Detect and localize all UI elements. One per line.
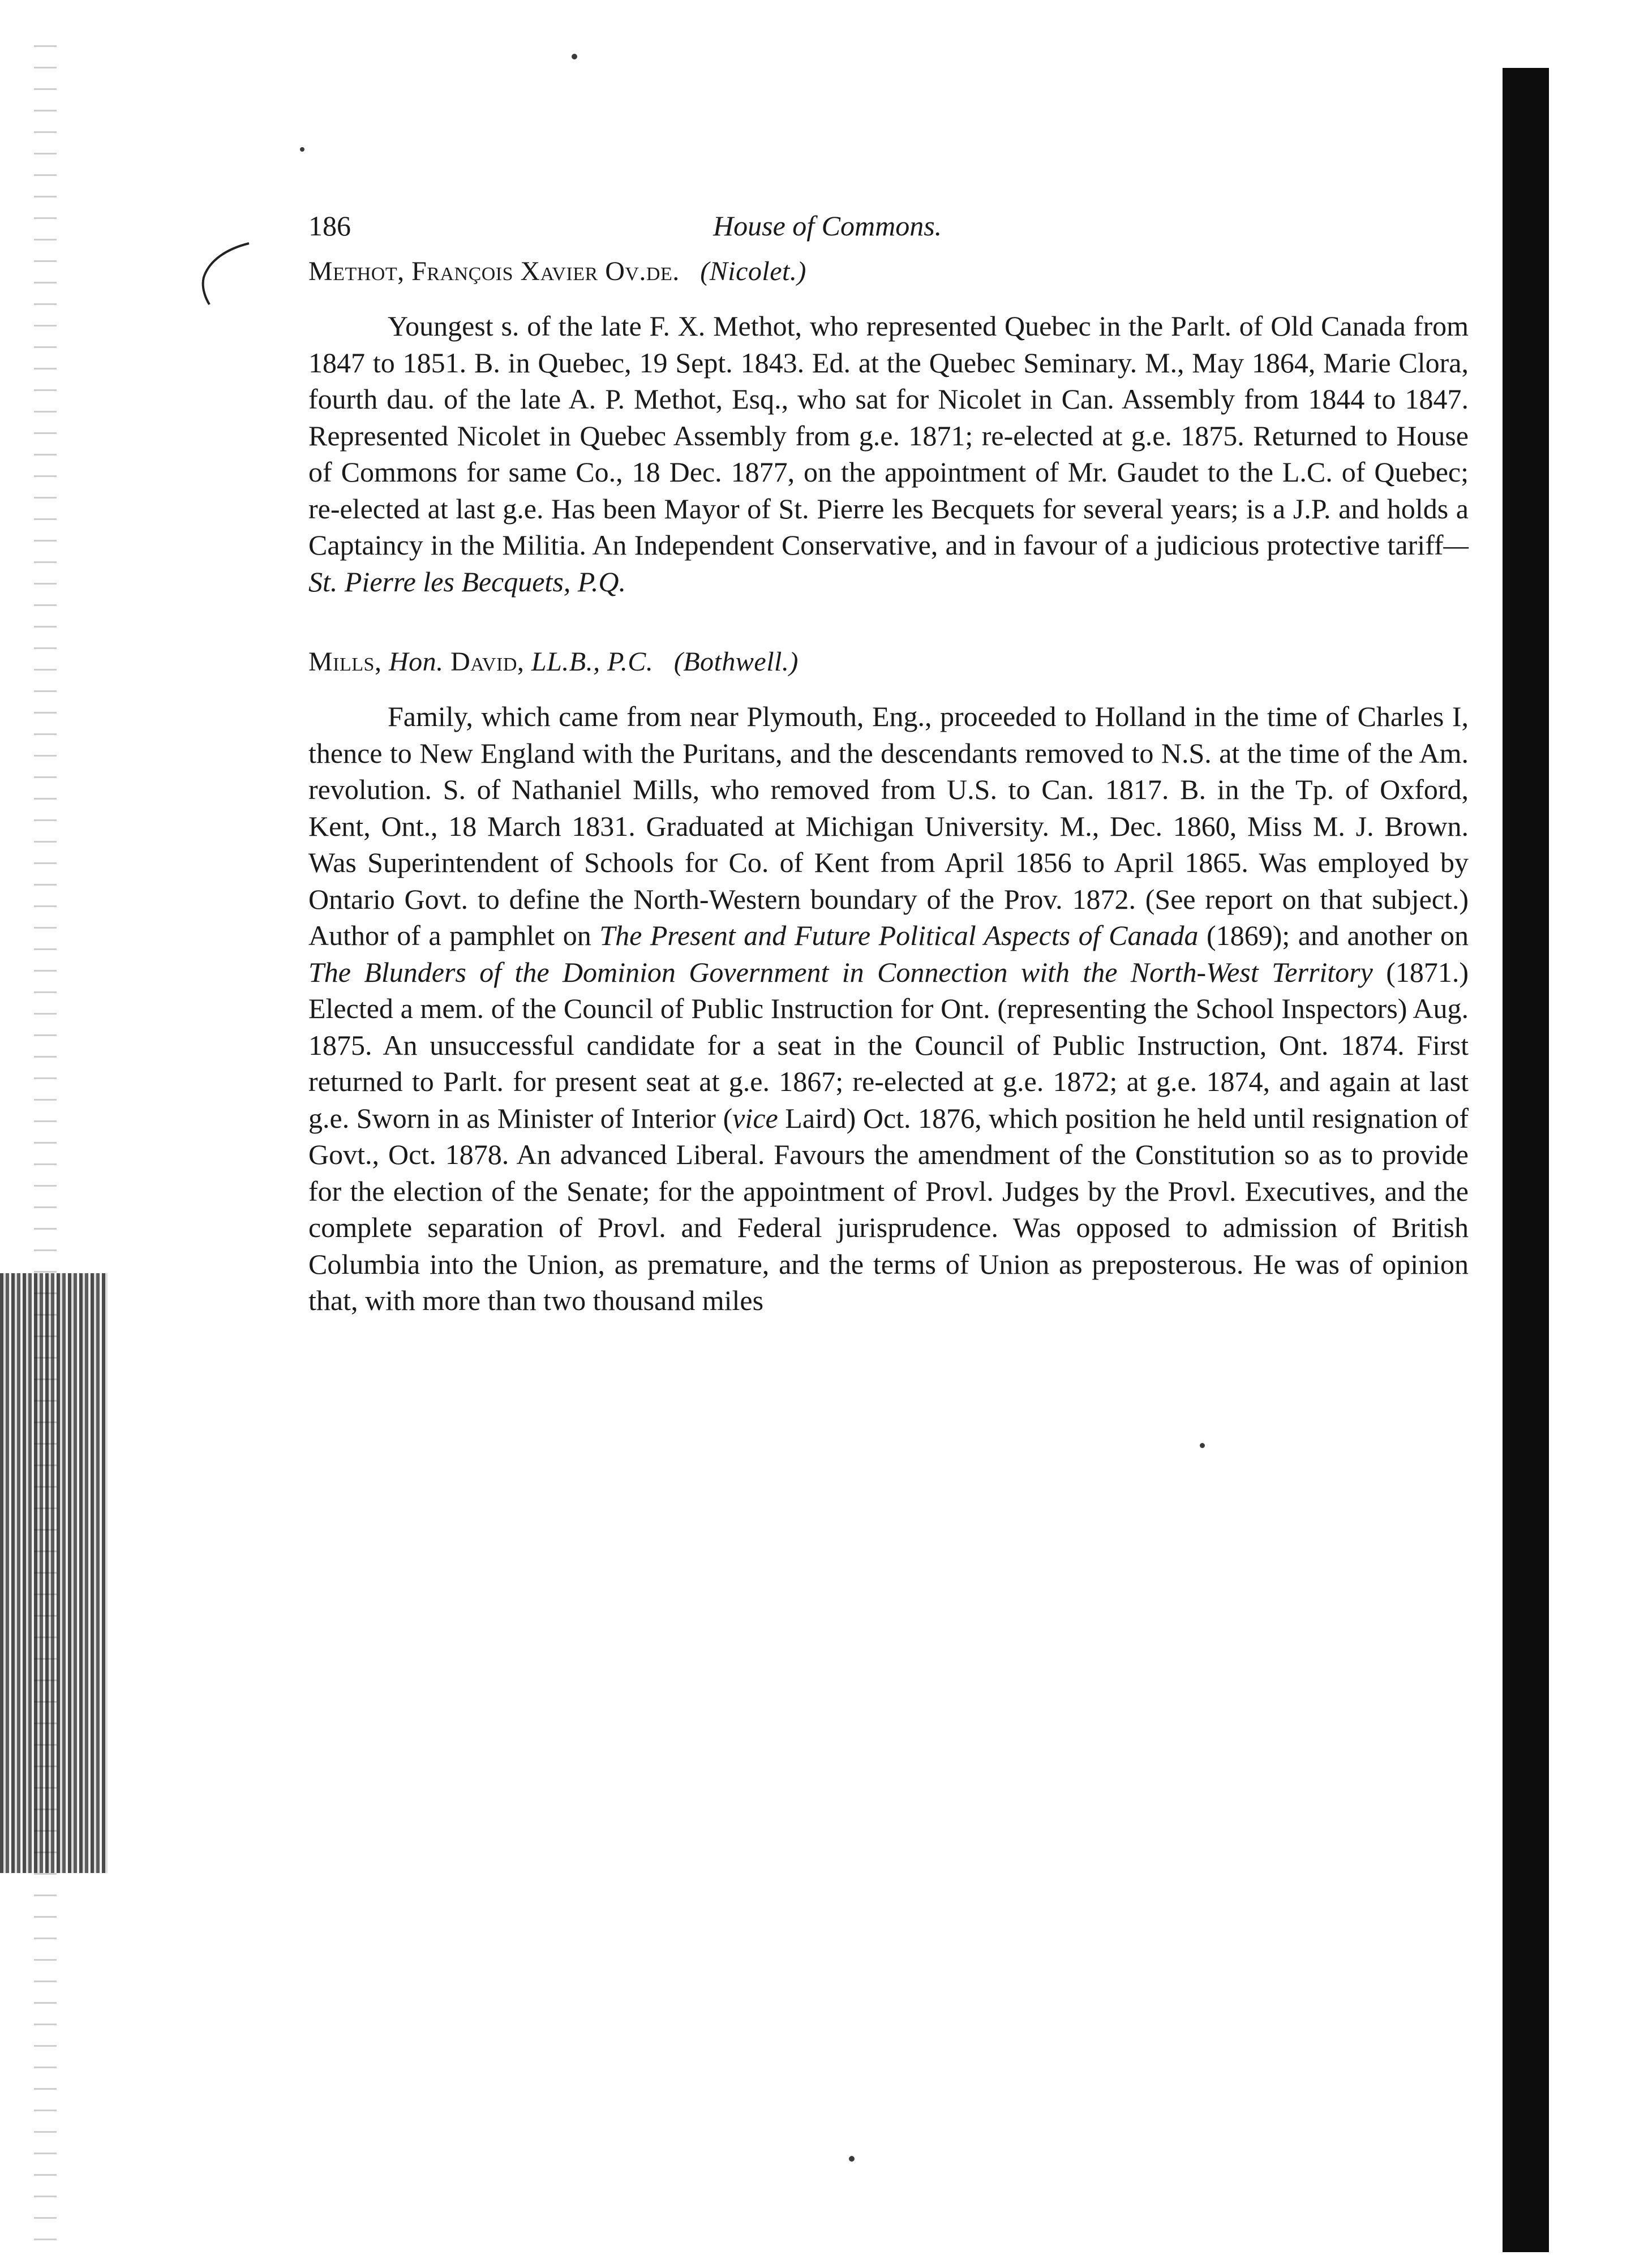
entry-title: Hon. <box>388 647 444 677</box>
entry-given-names: François Xavier Ov.de. <box>411 256 680 286</box>
margin-pencil-mark <box>192 238 255 306</box>
entry-heading-mills <box>308 639 1469 685</box>
entry-body-text: Laird) Oct. 1876, which position he held until resignation of Govt., Oct. 1878. An advanced Liberal. Favours the amendment of the Constitution so as to provide for the election of the Senate; for the appointment of Provl. Judges by the Provl. Executives, and the complete separation of Provl. and Federal jurisprudence. Was opposed to admission of British Columbia into the Union, as premature, and the terms of Union as preposterous. He was of opinion that, with more than two thousand miles <box>308 1102 1469 1316</box>
entry-riding: (Nicolet.) <box>700 256 806 286</box>
entry-body-text: (1869); and another on <box>1198 920 1469 951</box>
entry-heading-methot <box>308 249 1469 294</box>
running-title: House of Commons. <box>713 210 942 242</box>
scan-speck <box>1200 1443 1205 1448</box>
work-title: The Blunders of the Dominion Government in Connection with the North-West Territory <box>308 956 1373 988</box>
scan-speck <box>849 2156 855 2162</box>
entry-separator <box>308 600 1469 639</box>
scan-speck <box>572 54 577 59</box>
entry-body-mills <box>308 698 1469 1319</box>
entry-body-methot <box>308 308 1469 600</box>
entry-address: —St. Pierre les Becquets, P.Q. <box>308 529 1469 598</box>
page-number: 186 <box>308 210 351 242</box>
scan-border-right <box>1503 68 1549 2252</box>
entry-surname: Methot, <box>308 256 405 286</box>
entry-riding: (Bothwell.) <box>673 647 799 677</box>
latin-term: vice <box>732 1102 778 1134</box>
scan-speck <box>300 147 304 152</box>
running-head <box>308 198 1469 249</box>
page-content <box>308 198 1469 1319</box>
entry-body-text: Family, which came from near Plymouth, Eng., proceeded to Holland in the time of Charles I, thence to New England with the Puritans, and the descendants removed to N.S. at the time of the Am. revolution. S. of Nathaniel Mills, who removed from U.S. to Can. 1817. B. in the Tp. of Oxford, Kent, Ont., 18 March 1831. Graduated at Michigan University. M., Dec. 1860, Miss M. J. Brown. Was Superintendent of Schools for Co. of Kent from April 1856 to April 1865. Was employed by Ontario Govt. to define the North-Western boundary of the Prov. 1872. (See report on that subject.) Author of a pamphlet on <box>308 701 1469 951</box>
work-title: The Present and Future Political Aspects of Canada <box>599 920 1199 951</box>
entry-body-text: (1871.) Elected a mem. of the Council of Public Instruction for Ont. (representing the School Inspectors) Aug. 1875. An unsuccessful candidate for a seat in the Council of Public Instruction, Ont. 1874. First returned to Parlt. for present seat at g.e. 1867; re-elected at g.e. 1872; at g.e. 1874, and again at last g.e. Sworn in as Minister of Interior ( <box>308 956 1469 1134</box>
scan-edge-left <box>34 45 57 2252</box>
entry-degrees: LL.B., P.C. <box>531 647 654 677</box>
entry-body-text: Youngest s. of the late F. X. Methot, who represented Quebec in the Parlt. of Old Canada from 1847 to 1851. B. in Quebec, 19 Sept. 1843. Ed. at the Quebec Seminary. M., May 1864, Marie Clora, fourth dau. of the late A. P. Methot, Esq., who sat for Nicolet in Can. Assembly from 1844 to 1847. Represented Nicolet in Quebec Assembly from g.e. 1871; re-elected at g.e. 1875. Returned to House of Commons for same Co., 18 Dec. 1877, on the appointment of Mr. Gaudet to the L.C. of Quebec; re-elected at last g.e. Has been Mayor of St. Pierre les Becquets for several years; is a J.P. and holds a Captaincy in the Militia. An Independent Conservative, and in favour of a judicious protective tariff <box>308 310 1469 561</box>
entry-given-names: David, <box>450 647 525 677</box>
entry-surname: Mills, <box>308 647 382 677</box>
